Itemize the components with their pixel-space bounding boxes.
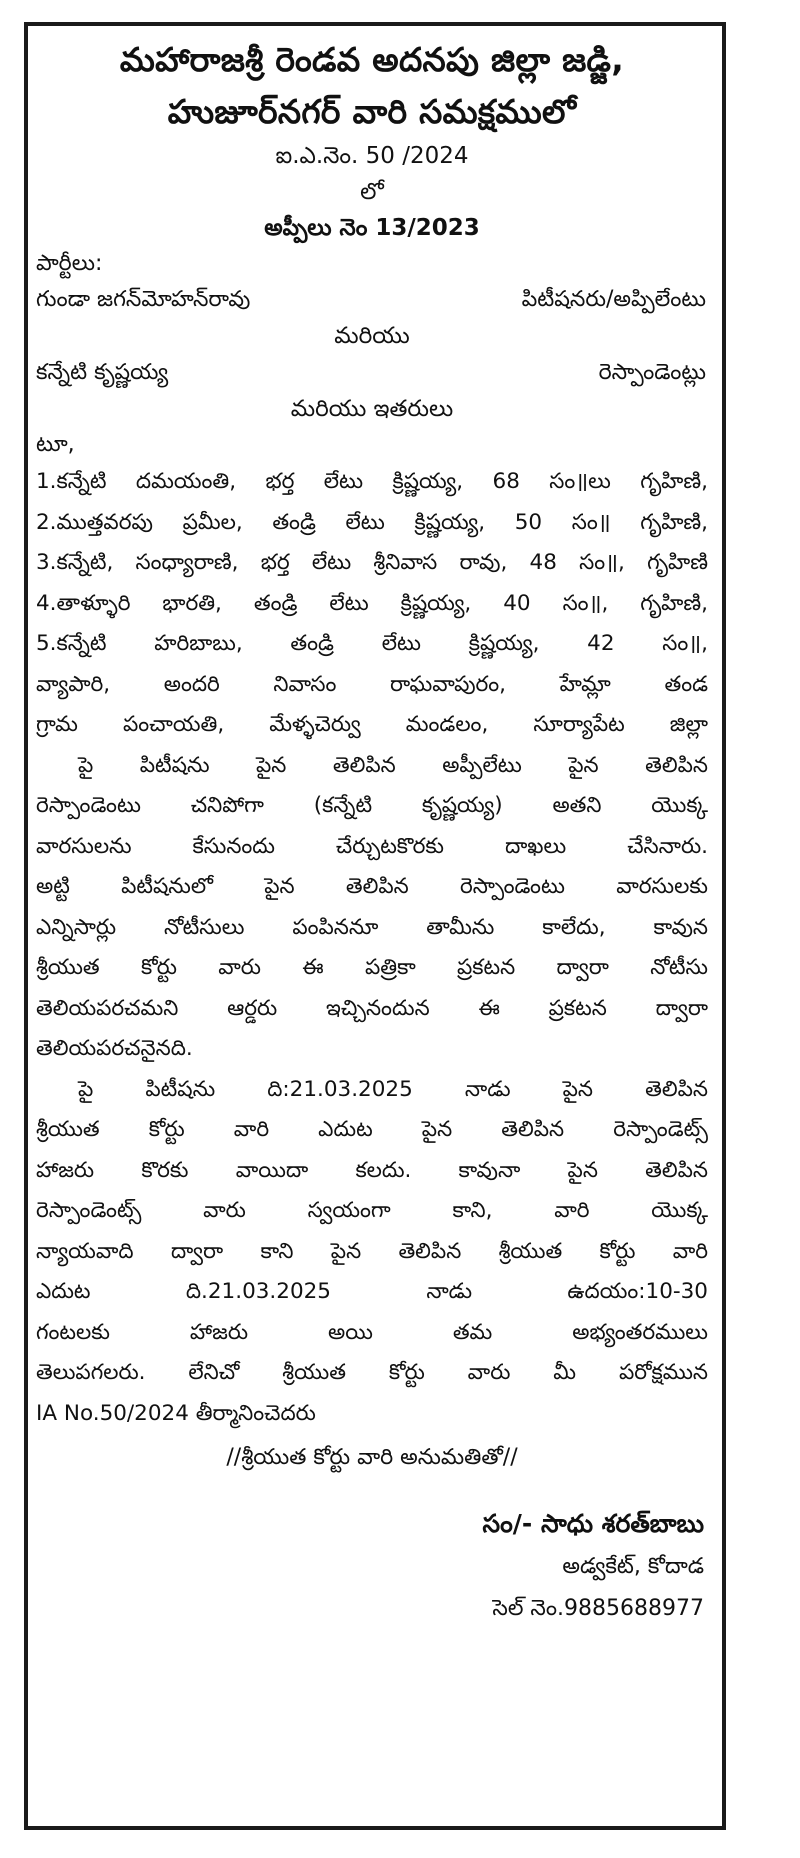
body-line: శ్రీయుత కోర్టు వారు ఈ పత్రికా ప్రకటన ద్వారా నోటీసు <box>36 955 708 980</box>
body-line: 4.తాళ్ళూరి భారతి, తండ్రి లేటు క్రిష్ణయ్య, 40 సం॥, గృహిణి, <box>36 590 708 616</box>
body-line: ఎన్నిసార్లు నోటీసులు పంపిననూ తామీను కాలేదు, కావున <box>36 914 708 940</box>
body-line: ఎదుట ది.21.03.2025 నాడు ఉదయం:10-30 <box>36 1279 708 1304</box>
body-line: తెలియపరచనైనది. <box>36 1036 193 1061</box>
court-permission-line: //శ్రీయుత కోర్టు వారి అనుమతితో// <box>226 1445 518 1470</box>
notice-body <box>36 462 708 1434</box>
body-line: హాజరు కొరకు వాయిదా కలదు. కావునా పైన తెలిపిన <box>36 1157 708 1183</box>
body-line: పై పిటీషను పైన తెలిపిన అప్పీలేటు పైన తెలిపిన <box>78 752 708 778</box>
signature-cell-number: సెల్ నెం.9885688977 <box>492 1596 704 1621</box>
court-title-line-1: మహారాజశ్రీ రెండవ అదనపు జిల్లా జడ్జి, <box>119 40 625 79</box>
notice-box <box>24 22 726 1830</box>
signature-role: అడ్వకేట్, కోదాడ <box>562 1554 704 1579</box>
parties-label: పార్టీలు: <box>36 251 103 276</box>
body-line: వ్యాపారి, అందరి నివాసం రాఘవాపురం, హేమ్లా తండ <box>36 671 708 697</box>
petitioner-role: పిటీషనరు/అప్పిలేంటు <box>521 287 706 312</box>
petitioner-row <box>36 281 708 318</box>
body-line: పై పిటీషను ది:21.03.2025 నాడు పైన తెలిపిన <box>78 1076 708 1102</box>
body-line: 5.కన్నేటి హరిబాబు, తండ్రి లేటు క్రిష్ణయ్య, 42 సం॥, <box>36 631 708 656</box>
body-line: 3.కన్నేటి, సంధ్యారాణి, భర్త లేటు శ్రీనివాస రావు, 48 సం॥, గృహిణి <box>36 550 708 575</box>
body-line: తెలియపరచమని ఆర్డరు ఇచ్చినందున ఈ ప్రకటన ద్వారా <box>36 995 708 1021</box>
body-line: తెలుపగలరు. లేనిచో శ్రీయుత కోర్టు వారు మీ పరోక్షమున <box>36 1360 708 1385</box>
in-connector: లో <box>360 179 384 205</box>
body-line: 2.ముత్తవరపు ప్రమీల, తండ్రి లేటు క్రిష్ణయ్య, 50 సం॥ గృహిణి, <box>36 509 708 535</box>
body-line: 1.కన్నేటి దమయంతి, భర్త లేటు క్రిష్ణయ్య, 68 సం॥లు గృహిణి, <box>36 469 708 494</box>
body-line: రెస్పాండెంట్స్ వారు స్వయంగా కాని, వారి యొక్క <box>36 1198 708 1223</box>
respondent-name: కన్నేటి కృష్ణయ్య <box>36 360 169 385</box>
body-line: న్యాయవాది ద్వారా కాని పైన తెలిపిన శ్రీయుత కోర్టు వారి <box>36 1238 708 1264</box>
body-line: గ్రామ పంచాయతి, మేళ్ళచెర్వు మండలం, సూర్యాపేట జిల్లా <box>36 712 708 737</box>
petitioner-name: గుండా జగన్‌మోహన్‌రావు <box>36 287 251 312</box>
signature-name: సం/- సాధు శరత్‌బాబు <box>482 1509 704 1538</box>
body-line: వారసులను కేసునందు చేర్చుటకొరకు దాఖలు చేసినారు. <box>36 833 708 859</box>
court-title-line-2: హుజూర్‌నగర్ వారి సమక్షములో <box>167 92 577 131</box>
signature-block <box>36 1502 708 1630</box>
body-line: IA No.50/2024 తీర్మానించెదరు <box>36 1400 316 1426</box>
body-line: అట్టి పిటీషనులో పైన తెలిపిన రెస్పాండెంటు వారసులకు <box>36 874 708 899</box>
and-others: మరియు ఇతరులు <box>290 396 454 422</box>
body-line: గంటలకు హాజరు అయి తమ అభ్యంతరములు <box>36 1319 708 1345</box>
appeal-number: అప్పీలు నెం 13/2023 <box>264 215 480 241</box>
body-line: రెస్పాండెంటు చనిపోగా (కన్నేటి కృష్ణయ్య) అతని యొక్క <box>36 793 708 818</box>
respondent-role: రెస్పాండెంట్లు <box>598 360 706 385</box>
and-connector: మరియు <box>334 323 410 349</box>
body-line: శ్రీయుత కోర్టు వారి ఎదుట పైన తెలిపిన రెస్పాండెట్స్ <box>36 1117 708 1142</box>
respondent-row <box>36 354 708 391</box>
ia-number: ఐ.ఎ.నెం. 50 /2024 <box>275 143 469 169</box>
to-label: టూ, <box>36 432 75 457</box>
